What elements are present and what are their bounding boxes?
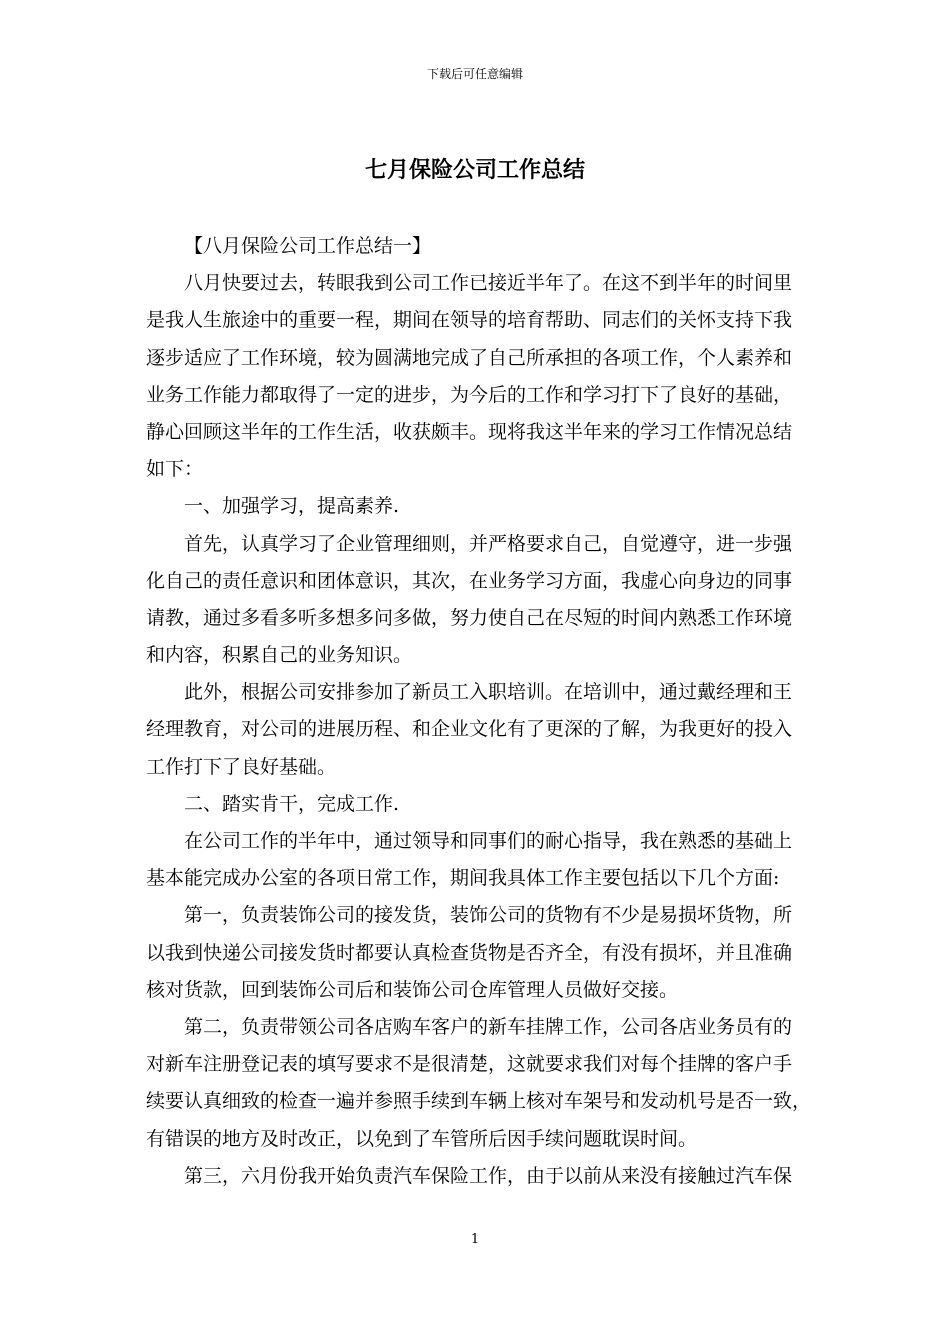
text-line: 以我到快递公司接发货时都要认真检查货物是否齐全，有没有损坏，并且准确 xyxy=(146,941,793,964)
text-line: 静心回顾这半年的工作生活，收获颇丰。现将我这半年来的学习工作情况总结 xyxy=(146,420,793,443)
text-line: 第一，负责装饰公司的接发货，装饰公司的货物有不少是易损坏货物，所 xyxy=(184,904,793,927)
text-line: 第三，六月份我开始负责汽车保险工作，由于以前从来没有接触过汽车保 xyxy=(184,1164,793,1187)
header-note: 下载后可任意编辑 xyxy=(426,67,523,81)
text-line: 对新车注册登记表的填写要求不是很清楚，这就要求我们对每个挂牌的客户手 xyxy=(146,1053,793,1076)
text-line: 八月快要过去，转眼我到公司工作已接近半年了。在这不到半年的时间里 xyxy=(184,272,793,295)
text-line: 二、踏实肯干，完成工作. xyxy=(184,792,400,815)
text-line: 是我人生旅途中的重要一程，期间在领导的培育帮助、同志们的关怀支持下我 xyxy=(146,309,793,332)
document-title: 七月保险公司工作总结 xyxy=(364,157,585,183)
text-line: 如下： xyxy=(146,458,204,481)
text-line: 在公司工作的半年中，通过领导和同事们的耐心指导，我在熟悉的基础上 xyxy=(184,830,793,852)
document-body xyxy=(146,228,816,1195)
text-line: 一、加强学习，提高素养. xyxy=(184,495,400,518)
text-line: 和内容，积累自己的业务知识。 xyxy=(146,644,413,667)
text-line: 有错误的地方及时改正，以免到了车管所后因手续问题耽误时间。 xyxy=(146,1127,698,1150)
text-line: 此外，根据公司安排参加了新员工入职培训。在培训中，通过戴经理和王 xyxy=(184,681,793,704)
text-line: 请教，通过多看多听多想多问多做，努力使自己在尽短的时间内熟悉工作环境 xyxy=(146,606,793,629)
text-line: 经理教育，对公司的进展历程、和企业文化有了更深的了解，为我更好的投入 xyxy=(146,718,793,741)
text-line: 逐步适应了工作环境，较为圆满地完成了自己所承担的各项工作，个人素养和 xyxy=(146,346,793,369)
text-line: 工作打下了良好基础。 xyxy=(146,755,337,778)
text-line: 续要认真细致的检查一遍并参照手续到车辆上核对车架号和发动机号是否一致， xyxy=(146,1090,812,1113)
text-line: 首先，认真学习了企业管理细则，并严格要求自己，自觉遵守，进一步强 xyxy=(184,532,793,555)
text-line: 核对货款，回到装饰公司后和装饰公司仓库管理人员做好交接。 xyxy=(146,978,679,1001)
text-line: 化自己的责任意识和团体意识，其次，在业务学习方面，我虚心向身边的同事 xyxy=(146,569,793,592)
page-number: 1 xyxy=(470,1232,480,1247)
text-line: 业务工作能力都取得了一定的进步，为今后的工作和学习打下了良好的基础， xyxy=(146,383,793,406)
text-line: 基本能完成办公室的各项日常工作，期间我具体工作主要包括以下几个方面: xyxy=(146,867,780,890)
text-line: 【八月保险公司工作总结一】 xyxy=(184,235,432,257)
text-line: 第二，负责带领公司各店购车客户的新车挂牌工作，公司各店业务员有的 xyxy=(184,1015,793,1038)
